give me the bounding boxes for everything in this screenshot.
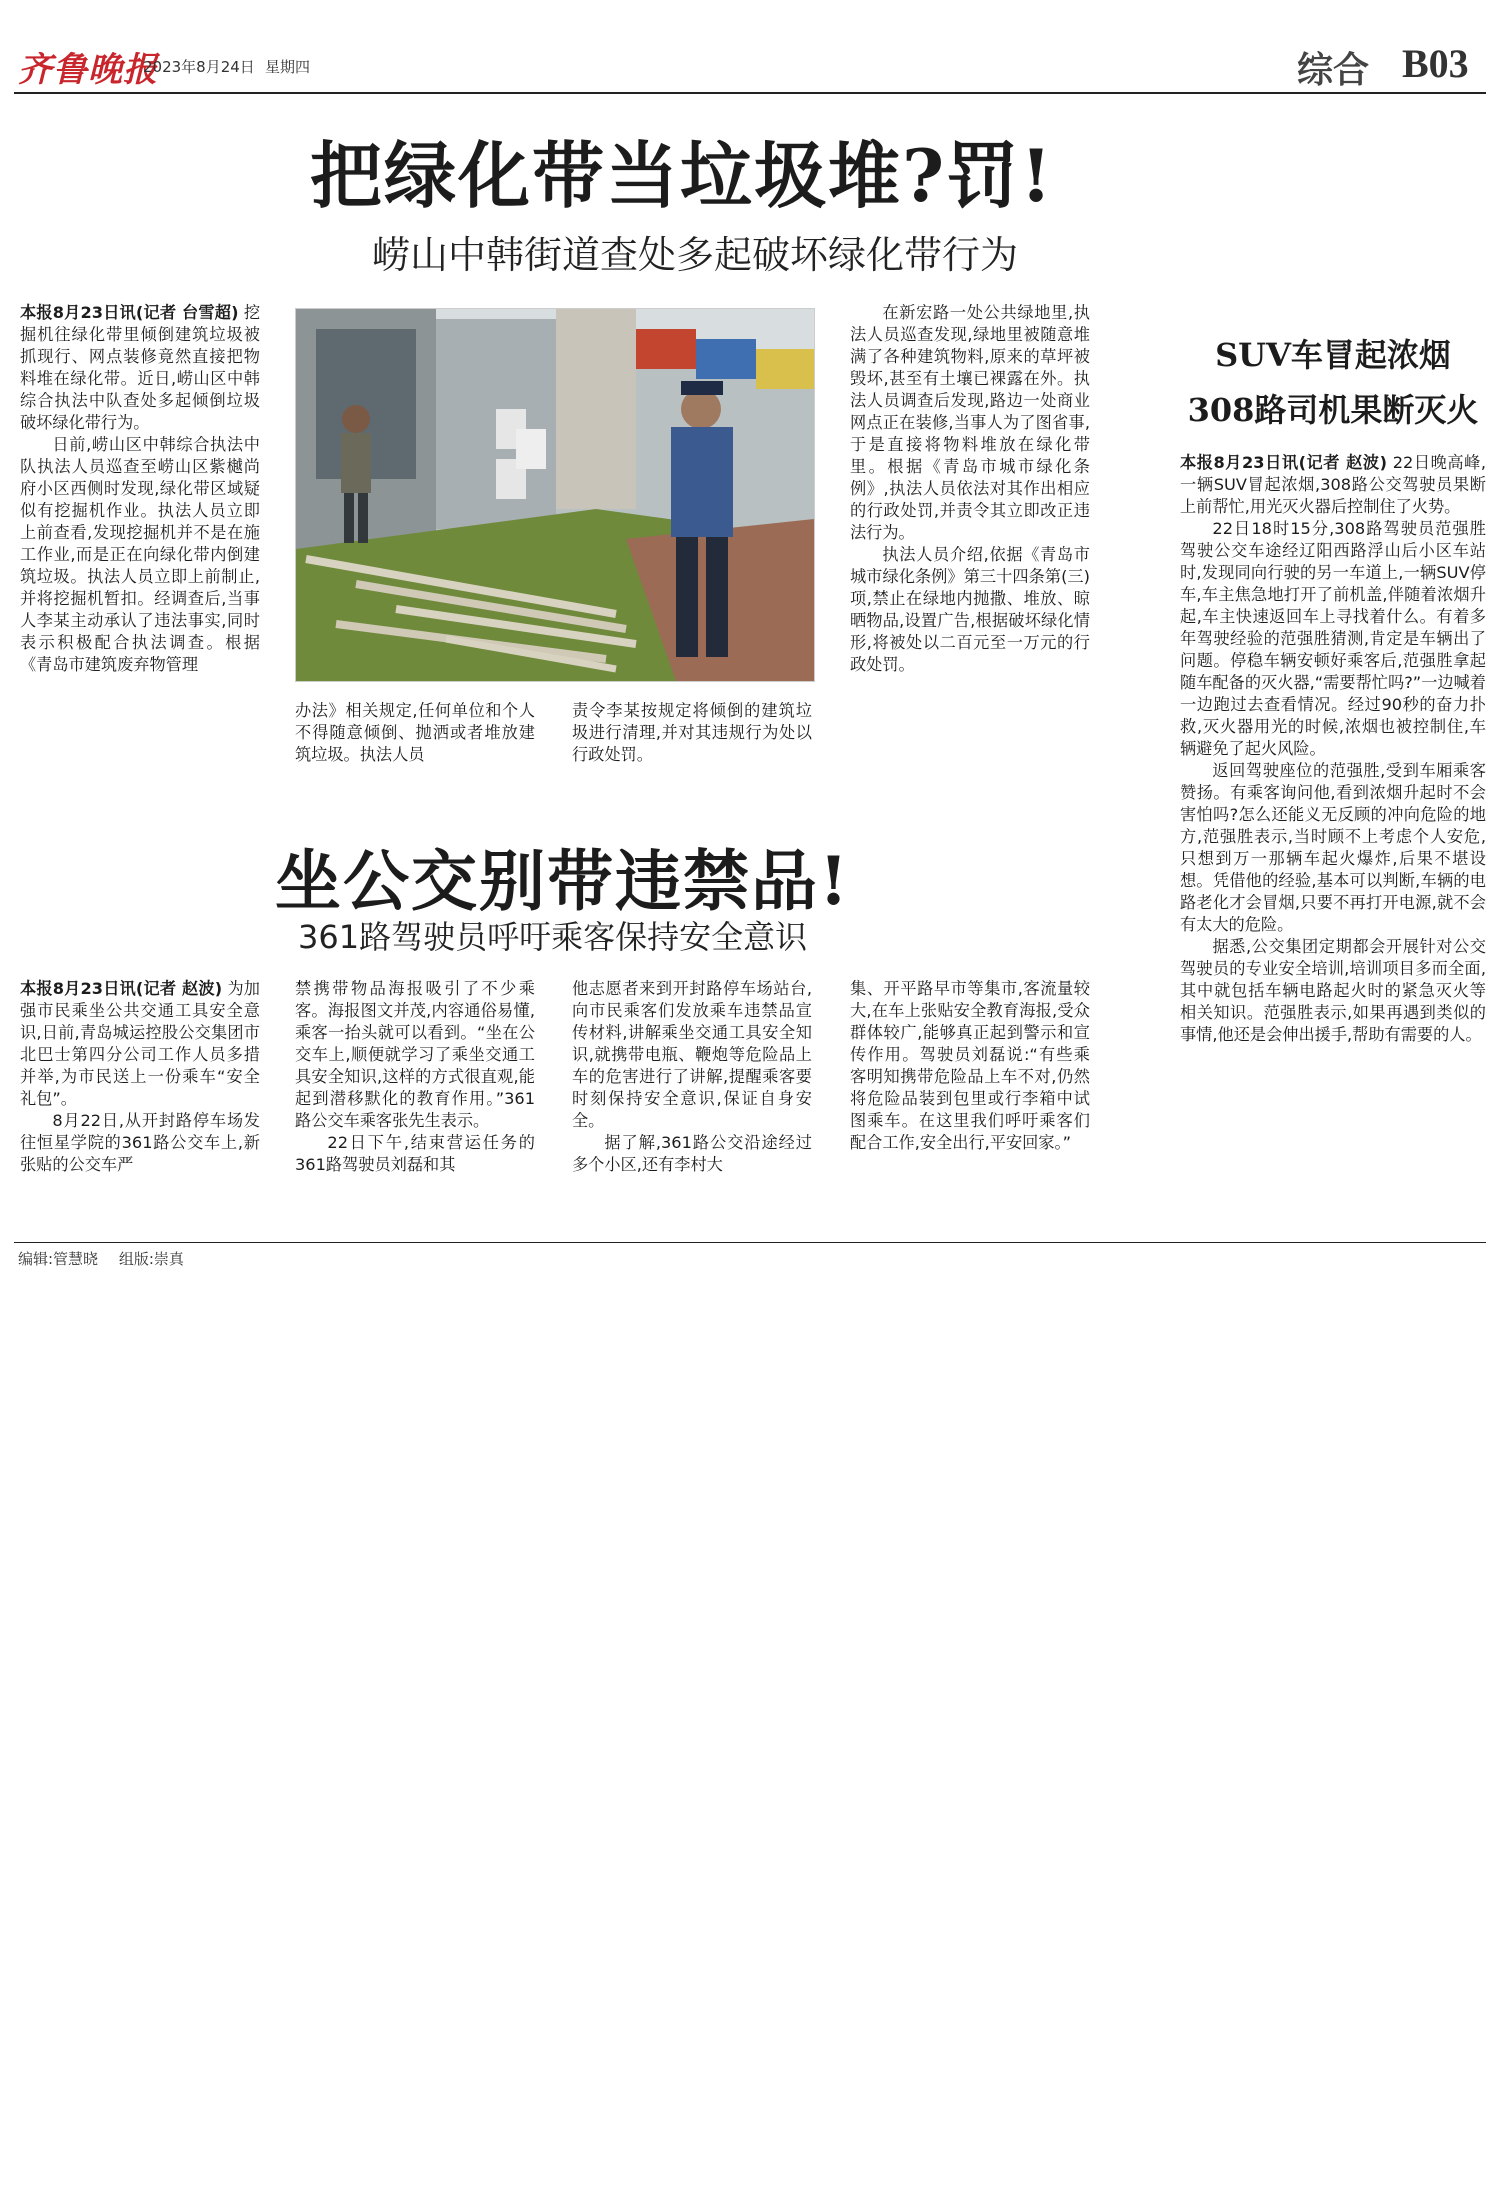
page-credits [18,1248,200,1269]
article3-paragraph: 据悉,公交集团定期都会开展针对公交驾驶员的专业安全培训,培训项目多而全面,其中就包括车辆电路起火时的紧急灭火等相关知识。范强胜表示,如果再遇到类似的事情,他还是会伸出援手,帮助有需要的人。 [1180,937,1486,1044]
article1-paragraph: 办法》相关规定,任何单位和个人不得随意倾倒、抛洒或者堆放建筑垃圾。执法人员 [295,701,535,764]
article3-paragraph: 22日18时15分,308路驾驶员范强胜驾驶公交车途经辽阳西路浮山后小区车站时,发现同向行驶的另一车道上,一辆SUV停车,车主焦急地打开了前机盖,伴随着浓烟升起,车主快速返回车上寻找着什么。有着多年驾驶经验的范强胜猜测,肯定是车辆出了问题。停稳车辆安顿好乘客后,范强胜拿起随车配备的灭火器,“需要帮忙吗?”一边喊着一边跑过去查看情况。经过90秒的奋力扑救,灭火器用光的时候,浓烟也被控制住,车辆避免了起火风险。 [1180,519,1486,758]
article2-paragraph: 他志愿者来到开封路停车场站台,向市民乘客们发放乘车违禁品宣传材料,讲解乘坐交通工具安全知识,就携带电瓶、鞭炮等危险品上车的危害进行了讲解,提醒乘客要时刻保持安全意识,保证自身安全。 [572,979,812,1130]
article1-paragraph: 在新宏路一处公共绿地里,执法人员巡查发现,绿地里被随意堆满了各种建筑物料,原来的草坪被毁坏,甚至有土壤已裸露在外。执法人员调查后发现,路边一处商业网点正在装修,当事人为了图省事,于是直接将物料堆放在绿化带里。根据《青岛市城市绿化条例》,执法人员依法对其作出相应的行政处罚,并责令其立即改正违法行为。 [850,303,1090,542]
article3-body [1180,452,1486,1046]
article3-paragraph: 返回驾驶座位的范强胜,受到车厢乘客赞扬。有乘客询问他,看到浓烟升起时不会害怕吗?怎么还能义无反顾的冲向危险的地方,范强胜表示,当时顾不上考虑个人安危,只想到万一那辆车起火爆炸,后果不堪设想。凭借他的经验,基本可以判断,车辆的电路老化才会冒烟,只要不再打开电源,就不会有太大的危险。 [1180,761,1486,934]
article2-paragraph: 集、开平路早市等集市,客流量较大,在车上张贴安全教育海报,受众群体较广,能够真正起到警示和宣传作用。驾驶员刘磊说:“有些乘客明知携带危险品上车不对,仍然将危险品装到包里或行李箱中试图乘车。在这里我们呼吁乘客们配合工作,安全出行,平安回家。” [850,979,1090,1152]
article1-column-2 [295,700,535,766]
issue-weekday: 星期四 [265,58,311,76]
article1-column-1 [20,302,260,676]
article3-lead-text: 22日晚高峰,一辆SUV冒起浓烟,308路公交驾驶员果断上前帮忙,用光灭火器后控制住了火势。 [1180,453,1486,516]
article2-paragraph: 22日下午,结束营运任务的361路驾驶员刘磊和其 [295,1133,535,1174]
article1-column-3 [572,700,812,766]
bottom-rule [14,1242,1486,1243]
article2-column-3 [572,978,812,1176]
article2-lead-text: 为加强市民乘坐公共交通工具安全意识,日前,青岛城运控股公交集团市北巴士第四分公司工作人员多措并举,为市民送上一份乘车“安全礼包”。 [20,979,260,1108]
article1-paragraph: 日前,崂山区中韩综合执法中队执法人员巡查至崂山区紫樾尚府小区西侧时发现,绿化带区域疑似有挖掘机作业。执法人员立即上前查看,发现挖掘机并不是在施工作业,而是正在向绿化带内倒建筑垃圾。执法人员立即上前制止,并将挖掘机暂扣。经调查后,当事人李某主动承认了违法事实,同时表示积极配合执法调查。根据《青岛市建筑废弃物管理 [20,435,260,674]
article2-paragraph: 据了解,361路公交沿途经过多个小区,还有李村大 [572,1133,812,1174]
news-photo-illustration [296,309,814,681]
section-name: 综合 [1297,49,1370,91]
article1-paragraph: 责令李某按规定将倾倒的建筑垃圾进行清理,并对其违规行为处以行政处罚。 [572,701,812,764]
article2-paragraph: 禁携带物品海报吸引了不少乘客。海报图文并茂,内容通俗易懂,乘客一抬头就可以看到。“坐在公交车上,顺便就学习了乘坐交通工具安全知识,这样的方式很直观,能起到潜移默化的教育作用。”361路公交车乘客张先生表示。 [295,979,535,1130]
article2-headline: 坐公交别带违禁品! [275,842,850,920]
article1-lead-text: 挖掘机往绿化带里倾倒建筑垃圾被抓现行、网点装修竟然直接把物料堆在绿化带。近日,崂山区中韩综合执法中队查处多起倾倒垃圾破坏绿化带行为。 [20,303,260,432]
editor-credit: 编辑:管慧晓 [18,1250,99,1268]
article3-byline: 本报8月23日讯(记者 赵波) [1180,453,1388,472]
layout-credit: 组版:崇真 [118,1250,184,1268]
article2-subheadline: 361路驾驶员呼吁乘客保持安全意识 [298,918,808,956]
article2-column-2 [295,978,535,1176]
article1-byline: 本报8月23日讯(记者 台雪超) [20,303,239,322]
article2-column-4 [850,978,1090,1154]
article1-paragraph: 执法人员介绍,依据《青岛市城市绿化条例》第三十四条第(三)项,禁止在绿地内抛撒、堆放、晾晒物品,设置广告,根据破坏绿化情形,将被处以二百元至一万元的行政处罚。 [850,545,1090,674]
top-rule [14,92,1486,94]
article2-column-1 [20,978,260,1176]
article2-byline: 本报8月23日讯(记者 赵波) [20,979,223,998]
article1-headline: 把绿化带当垃圾堆?罚! [310,133,1054,218]
page-number: B03 [1402,41,1469,86]
newspaper-logo: 齐鲁晚报 [18,50,158,90]
article1-column-4 [850,302,1090,676]
news-photo [295,308,815,682]
article2-paragraph: 8月22日,从开封路停车场发往恒星学院的361路公交车上,新张贴的公交车严 [20,1111,260,1174]
article1-subheadline: 崂山中韩街道查处多起破坏绿化带行为 [372,233,1019,277]
issue-date: 2023年8月24日 [143,58,255,76]
article3-headline-line1: SUV车冒起浓烟 [1215,336,1451,374]
article3-headline-line2: 308路司机果断灭火 [1187,391,1479,429]
